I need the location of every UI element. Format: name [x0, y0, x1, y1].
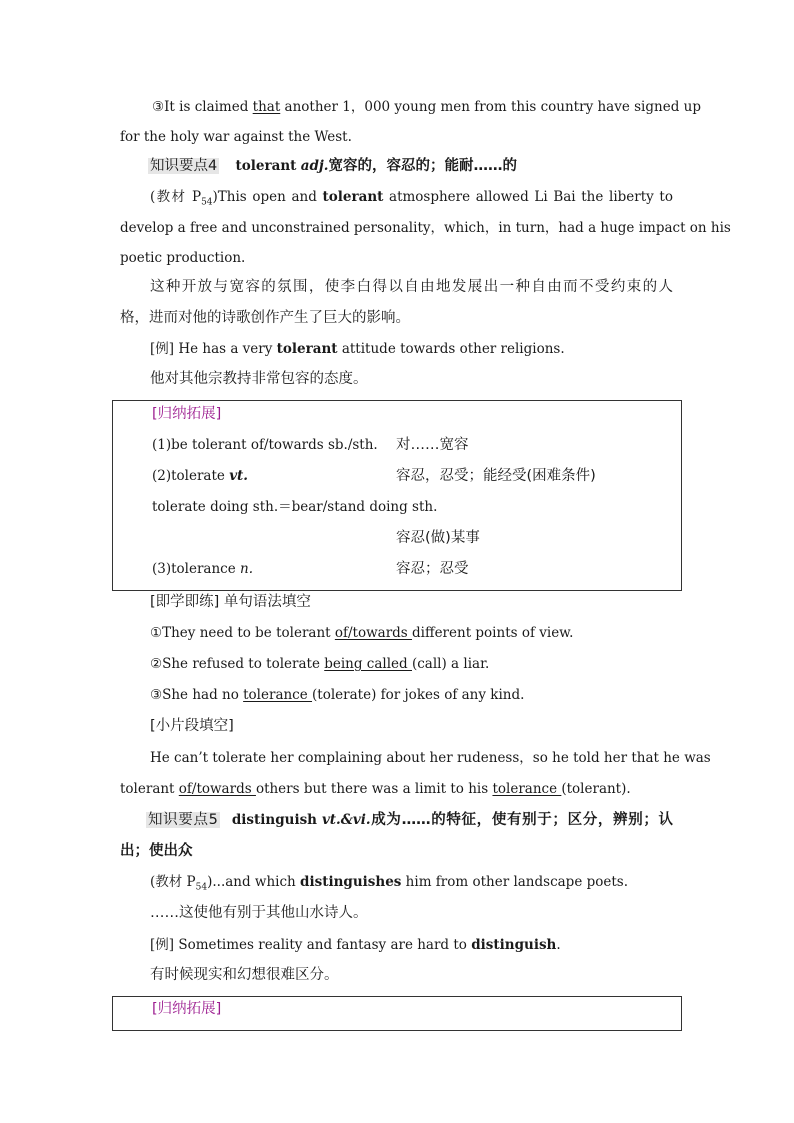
summary-box-title: [归纳拓展] — [152, 406, 222, 422]
example-translation: 他对其他宗教持非常包容的态度。 — [150, 371, 368, 387]
box-row-3: tolerate doing sth.＝bear/stand doing sth. — [152, 499, 438, 515]
textbook-source: (教材 $P_{54})This$ open and tolerant atmosphere allowed Li Bai the liberty to — [150, 189, 673, 208]
answer-blank: of/towards — [334, 625, 413, 641]
textbook-source: (教材 $P_{54})...and$ which distinguishes him from other landscape poets. — [150, 874, 629, 893]
headword-meaning: 成为……的特征，使有别于；区分，辨别；认 — [370, 812, 674, 828]
textbook-source-cont: develop a free and unconstrained personality，which，in turn，had a huge impact on his — [120, 220, 731, 236]
headword-meaning: 宽容的，容忍的；能耐……的 — [328, 158, 517, 174]
box-row-3-meaning: 容忍(做)某事 — [396, 530, 480, 546]
translation-line-2: 格，进而对他的诗歌创作产生了巨大的影响。 — [120, 310, 410, 326]
fragment-line-2: tolerant of/towards others but there was a limit to his tolerance (tolerant). — [120, 781, 631, 797]
drill-item-1: ①They need to be tolerant of/towards different points of view. — [150, 625, 574, 641]
answer-blank: tolerance — [243, 687, 313, 703]
box-row-2: (2)tolerate vt. — [152, 468, 248, 484]
example-sentence: [例] Sometimes reality and fantasy are hard to distinguish. — [150, 937, 561, 953]
textbook-translation: ……这使他有别于其他山水诗人。 — [150, 905, 368, 921]
box-row-4-meaning: 容忍；忍受 — [396, 561, 469, 577]
example-sentence-3-cont: for the holy war against the West. — [120, 129, 352, 145]
summary-box-title: [归纳拓展] — [152, 1001, 222, 1017]
box-row-1-meaning: 对……宽容 — [396, 437, 469, 453]
answer-blank: tolerance — [492, 781, 562, 797]
drill-title: [即学即练] 单句语法填空 — [150, 594, 311, 610]
example-sentence-3: ③It is claimed that another 1，000 young men from this country have signed up — [152, 99, 701, 115]
example-translation: 有时候现实和幻想很难区分。 — [150, 967, 339, 983]
knowledge-point-4-heading: 知识要点4 tolerant adj.宽容的，容忍的；能耐……的 — [150, 158, 517, 174]
box-row-2-meaning: 容忍，忍受；能经受(困难条件) — [396, 468, 596, 484]
box-row-4: (3)tolerance n. — [152, 561, 254, 577]
example-sentence: [例] He has a very tolerant attitude towards other religions. — [150, 341, 565, 357]
drill-item-3: ③She had no tolerance (tolerate) for jokes of any kind. — [150, 687, 525, 703]
answer-blank: that — [252, 99, 281, 115]
answer-blank: being called — [324, 656, 412, 672]
box-row-1: (1)be tolerant of/towards sb./sth. — [152, 437, 378, 453]
translation-line-1: 这种开放与宽容的氛围，使李白得以自由地发展出一种自由而不受约束的人 — [150, 279, 673, 295]
fragment-title: [小片段填空] — [150, 718, 234, 734]
answer-blank: of/towards — [178, 781, 256, 797]
headword: distinguish — [231, 812, 317, 828]
textbook-source-end: poetic production. — [120, 250, 246, 266]
headword: tolerant — [235, 158, 297, 174]
knowledge-point-5-heading: 知识要点5 distinguish vt.&vi.成为……的特征，使有别于；区分，辨别；认 — [148, 812, 674, 828]
drill-item-2: ②She refused to tolerate being called (call) a liar. — [150, 656, 490, 672]
fragment-line-1: He can’t tolerate her complaining about her rudeness，so he told her that he was — [150, 750, 711, 766]
headword-meaning-cont: 出；使出众 — [120, 843, 193, 859]
knowledge-point-label: 知识要点4 — [150, 158, 218, 174]
knowledge-point-label: 知识要点5 — [148, 812, 218, 828]
